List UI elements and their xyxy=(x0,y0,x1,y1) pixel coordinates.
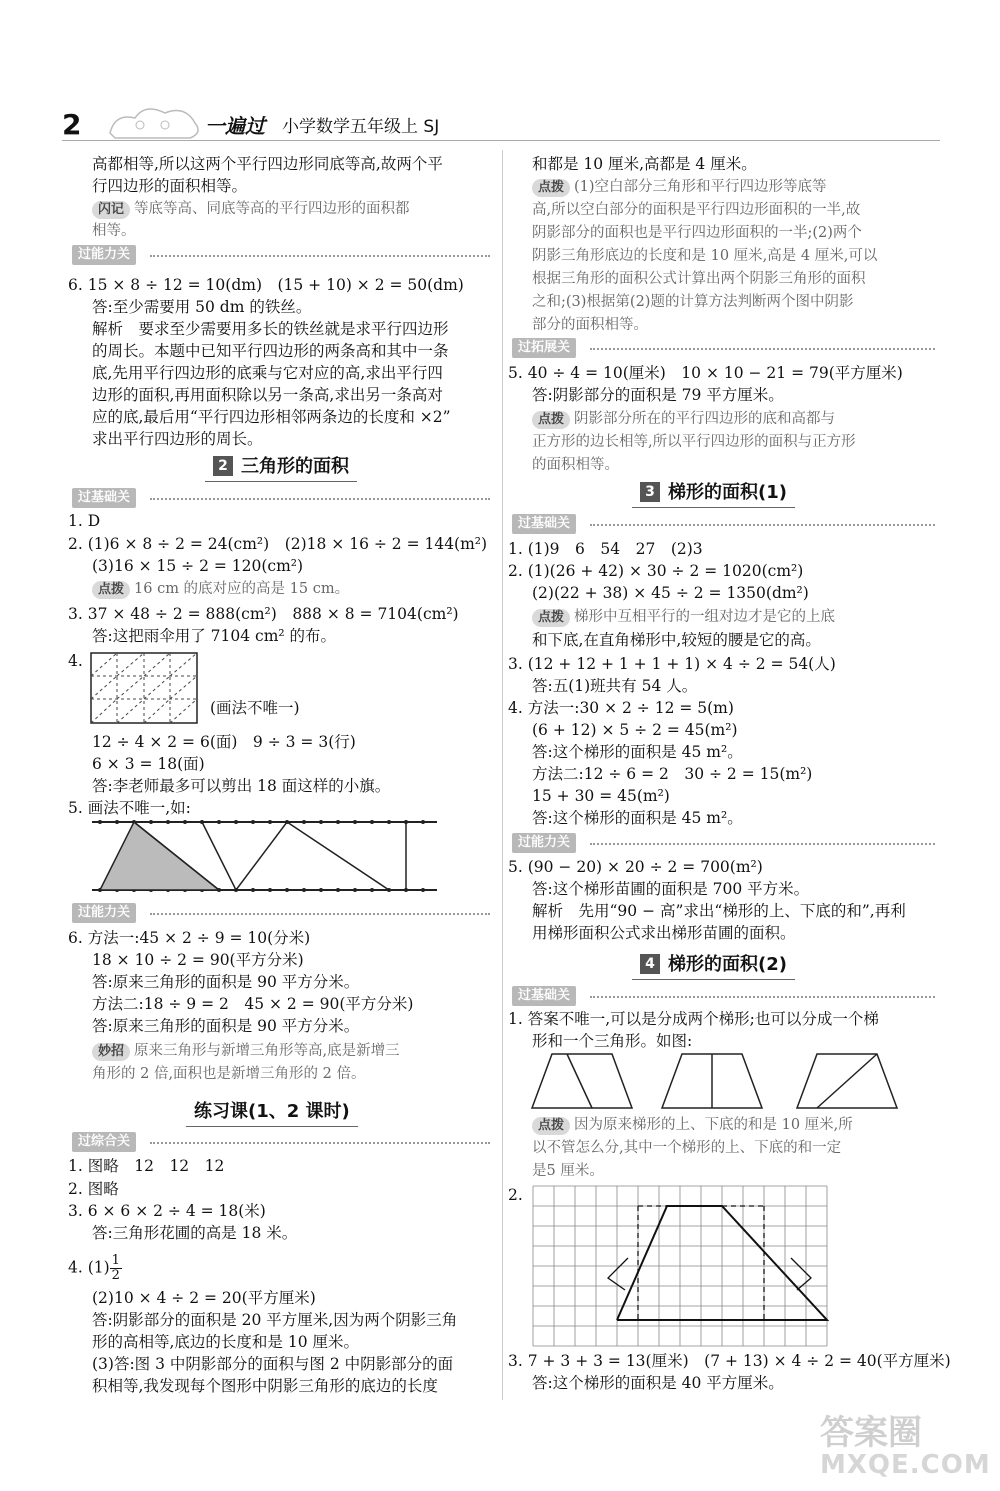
answer-line: 15 + 30 = 45(m²) xyxy=(532,787,670,805)
tip-line xyxy=(92,1040,400,1062)
tip-text: 因为原来梯形的上、下底的和是 10 厘米,所 xyxy=(574,1117,853,1133)
analysis-line: 底,先用平行四边形的底乘与它对应的高,求出平行四 xyxy=(92,364,443,382)
tip-line: 阴影三角形底边的长度和是 10 厘米,高是 4 厘米,可以 xyxy=(532,248,878,264)
divider xyxy=(150,913,490,915)
analysis-line: 解析 要求至少需要用多长的铁丝就是求平行四边形 xyxy=(92,320,449,338)
figure-note: (画法不唯一) xyxy=(210,699,300,717)
section-badge: 过基础关 xyxy=(72,488,136,508)
answer-line: 1. 图略 12 12 12 xyxy=(68,1157,225,1175)
section-number: 4 xyxy=(640,954,660,974)
tip-text: 梯形中互相平行的一组对边才是它的上底 xyxy=(574,609,836,625)
tip-text: 等底等高、同底等高的平行四边形的面积都 xyxy=(134,201,410,217)
header-rule xyxy=(62,140,940,141)
answer-line: 4. 方法一:30 × 2 ÷ 12 = 5(m) xyxy=(508,699,734,717)
answer-line: 答:至少需要用 50 dm 的铁丝。 xyxy=(92,298,312,316)
tip-text: 16 cm 的底对应的高是 15 cm。 xyxy=(134,581,350,597)
divider xyxy=(590,348,935,350)
tip-tag: 点拨 xyxy=(92,581,130,599)
answer-line: (3)答:图 3 中阴影部分的面积与图 2 中阴影部分的面 xyxy=(92,1355,454,1373)
tip-line xyxy=(532,606,835,628)
answer-line: 答:三角形花圃的高是 18 米。 xyxy=(92,1224,298,1242)
text-line: 高都相等,所以这两个平行四边形同底等高,故两个平 xyxy=(92,155,443,173)
divider xyxy=(150,255,490,257)
divider xyxy=(590,524,935,526)
answer-line: 答:阴影部分的面积是 79 平方厘米。 xyxy=(532,386,784,404)
answer-line: 形和一个三角形。如图: xyxy=(532,1032,693,1050)
answer-line: 答:这个梯形苗圃的面积是 700 平方米。 xyxy=(532,880,810,898)
tip-line xyxy=(92,578,349,600)
numerator: 1 xyxy=(111,1253,120,1268)
section-number: 3 xyxy=(640,482,660,502)
fraction xyxy=(110,1254,122,1283)
section-badge: 过基础关 xyxy=(512,514,576,534)
tip-tag: 点拨 xyxy=(532,179,570,197)
section-title-text: 三角形的面积 xyxy=(241,456,349,477)
answer-line: 6. 方法一:45 × 2 ÷ 9 = 10(分米) xyxy=(68,929,311,947)
analysis-line: 解析 先用“90 − 高”求出“梯形的上、下底的和”,再利 xyxy=(532,902,906,920)
answer-line: 方法二:12 ÷ 6 = 2 30 ÷ 2 = 15(m²) xyxy=(532,765,813,783)
answer-line xyxy=(68,1254,122,1283)
section-badge: 过拓展关 xyxy=(512,338,576,358)
answer-line: 答:这把雨伞用了 7104 cm² 的布。 xyxy=(92,627,337,645)
answer-line: (2)(22 + 38) × 45 ÷ 2 = 1350(dm²) xyxy=(532,584,809,602)
tip-line xyxy=(532,176,827,198)
answer-line: 2. (1)6 × 8 ÷ 2 = 24(cm²) (2)18 × 16 ÷ 2 = 144(m²) xyxy=(68,535,488,553)
tip-line: 高,所以空白部分的面积是平行四边形面积的一半,故 xyxy=(532,202,861,218)
tip-text: 阴影部分所在的平行四边形的底和高都与 xyxy=(574,411,836,427)
answer-line: 5. 40 ÷ 4 = 10(厘米) 10 × 10 − 21 = 79(平方厘米) xyxy=(508,364,903,382)
section-badge: 过综合关 xyxy=(72,1132,136,1152)
answer-line: 3. 7 + 3 + 3 = 13(厘米) (7 + 13) × 4 ÷ 2 = 40(平方厘米) xyxy=(508,1352,951,1370)
tip-line: 根据三角形的面积公式计算出两个阴影三角形的面积 xyxy=(532,271,866,287)
section-title xyxy=(632,951,795,980)
watermark-url: MXQE.COM xyxy=(820,1450,991,1480)
section-title-text: 梯形的面积(1) xyxy=(668,482,787,503)
analysis-line: 求出平行四边形的周长。 xyxy=(92,430,263,448)
flag-grid-figure xyxy=(90,652,200,726)
tip-line: 以不管怎么分,其中一个梯形的上、下底的和一定 xyxy=(532,1140,842,1156)
cloud-decoration-icon xyxy=(105,103,205,143)
tip-tag: 点拨 xyxy=(532,609,570,627)
section-number: 2 xyxy=(213,456,233,476)
tip-tag: 点拨 xyxy=(532,1117,570,1135)
grid-trapezoid-figure xyxy=(533,1186,833,1351)
answer-line: 2. 图略 xyxy=(68,1180,119,1198)
column-divider xyxy=(502,150,503,1400)
subject-title: 小学数学五年级上 SJ xyxy=(282,117,440,137)
analysis-line: 边形的面积,再用面积除以另一条高,求出另一条高对 xyxy=(92,386,443,404)
divider xyxy=(590,843,935,845)
answer-line: 答:五(1)班共有 54 人。 xyxy=(532,677,698,695)
tip-line xyxy=(532,1114,853,1136)
tip-line: 角形的 2 倍,面积也是新增三角形的 2 倍。 xyxy=(92,1066,366,1082)
answer-line: 答:这个梯形的面积是 45 m²。 xyxy=(532,743,743,761)
answer-line: 5. 画法不唯一,如: xyxy=(68,799,191,817)
answer-line: 12 ÷ 4 × 2 = 6(面) 9 ÷ 3 = 3(行) xyxy=(92,733,356,751)
answer-line: 2. xyxy=(508,1186,523,1204)
tip-line: 是5 厘米。 xyxy=(532,1163,604,1179)
section-title xyxy=(205,453,357,482)
answer-line: 6 × 3 = 18(面) xyxy=(92,755,205,773)
tip-text: (1)空白部分三角形和平行四边形等底等 xyxy=(574,179,827,195)
answer-line: (2)10 × 4 ÷ 2 = 20(平方厘米) xyxy=(92,1289,316,1307)
tip-tag: 妙招 xyxy=(92,1043,130,1061)
answer-line: 4. xyxy=(68,652,83,670)
divider xyxy=(150,1142,490,1144)
answer-line: 答:原来三角形的面积是 90 平方分米。 xyxy=(92,973,360,991)
answer-line: 1. 答案不唯一,可以是分成两个梯形;也可以分成一个梯 xyxy=(508,1010,879,1028)
tip-line: 阴影部分的面积也是平行四边形面积的一半;(2)两个 xyxy=(532,225,862,241)
section-badge: 过能力关 xyxy=(512,833,576,853)
answer-line: (3)16 × 15 ÷ 2 = 120(cm²) xyxy=(92,557,304,575)
tip-line: 部分的面积相等。 xyxy=(532,317,648,333)
brand-logo: 一遍过 xyxy=(205,114,265,138)
page-number: 2 xyxy=(62,108,82,141)
triangle-parallel-figure xyxy=(92,818,442,896)
answer-line: 2. (1)(26 + 42) × 30 ÷ 2 = 1020(cm²) xyxy=(508,562,804,580)
denominator: 2 xyxy=(111,1268,120,1283)
answer-line: 6. 15 × 8 ÷ 12 = 10(dm) (15 + 10) × 2 = 50(dm) xyxy=(68,276,464,294)
answer-line: 1. D xyxy=(68,512,101,530)
answer-line: 答:这个梯形的面积是 40 平方厘米。 xyxy=(532,1374,784,1392)
answer-line: 答:阴影部分的面积是 20 平方厘米,因为两个阴影三角 xyxy=(92,1311,458,1329)
text-line: 行四边形的面积相等。 xyxy=(92,177,248,195)
answer-line: 3. 6 × 6 × 2 ÷ 4 = 18(米) xyxy=(68,1202,266,1220)
answer-line: 答:原来三角形的面积是 90 平方分米。 xyxy=(92,1017,360,1035)
analysis-line: 应的底,最后用“平行四边形相邻两条边的长度和 ×2” xyxy=(92,408,451,426)
watermark-logo: 答案圈 xyxy=(820,1413,922,1453)
section-badge: 过能力关 xyxy=(72,903,136,923)
section-badge: 过能力关 xyxy=(72,245,136,265)
divider xyxy=(150,498,490,500)
answer-line: 1. (1)9 6 54 27 (2)3 xyxy=(508,540,703,558)
analysis-line: 用梯形面积公式求出梯形苗圃的面积。 xyxy=(532,924,796,942)
trapezoid-split-figures xyxy=(532,1052,932,1112)
answer-line: 18 × 10 ÷ 2 = 90(平方分米) xyxy=(92,951,304,969)
tip-line: 相等。 xyxy=(92,223,136,239)
tip-line: 正方形的边长相等,所以平行四边形的面积与正方形 xyxy=(532,434,856,450)
answer-line: (6 + 12) × 5 ÷ 2 = 45(m²) xyxy=(532,721,738,739)
answer-line: 答:这个梯形的面积是 45 m²。 xyxy=(532,809,743,827)
section-title xyxy=(632,479,795,508)
answer-prefix: 4. (1) xyxy=(68,1258,110,1277)
section-badge: 过基础关 xyxy=(512,986,576,1006)
tip-line: 之和;(3)根据第(2)题的计算方法判断两个图中阴影 xyxy=(532,294,854,310)
analysis-line: 的周长。本题中已知平行四边形的两条高和其中一条 xyxy=(92,342,449,360)
tip-tag: 点拨 xyxy=(532,411,570,429)
answer-line: 和都是 10 厘米,高都是 4 厘米。 xyxy=(532,155,757,173)
answer-line: 5. (90 − 20) × 20 ÷ 2 = 700(m²) xyxy=(508,858,763,876)
tip-text: 原来三角形与新增三角形等高,底是新增三 xyxy=(134,1043,400,1059)
answer-line: 方法二:18 ÷ 9 = 2 45 × 2 = 90(平方分米) xyxy=(92,995,414,1013)
tip-line xyxy=(532,408,835,430)
tip-line: 和下底,在直角梯形中,较短的腰是它的高。 xyxy=(532,631,821,649)
answer-line: 答:李老师最多可以剪出 18 面这样的小旗。 xyxy=(92,777,391,795)
tip-line: 的面积相等。 xyxy=(532,457,619,473)
answer-line: 3. (12 + 12 + 1 + 1 + 1) × 4 ÷ 2 = 54(人) xyxy=(508,655,836,673)
divider xyxy=(590,996,935,998)
answer-line: 形的高相等,底边的长度和是 10 厘米。 xyxy=(92,1333,360,1351)
answer-line: 积相等,我发现每个图形中阴影三角形的底边的长度 xyxy=(92,1377,438,1395)
tip-line xyxy=(92,198,410,220)
section-title: 练习课(1、2 课时) xyxy=(186,1098,358,1127)
answer-line: 3. 37 × 48 ÷ 2 = 888(cm²) 888 × 8 = 7104(cm²) xyxy=(68,605,459,623)
tip-tag: 闪记 xyxy=(92,201,130,219)
section-title-text: 梯形的面积(2) xyxy=(668,954,787,975)
